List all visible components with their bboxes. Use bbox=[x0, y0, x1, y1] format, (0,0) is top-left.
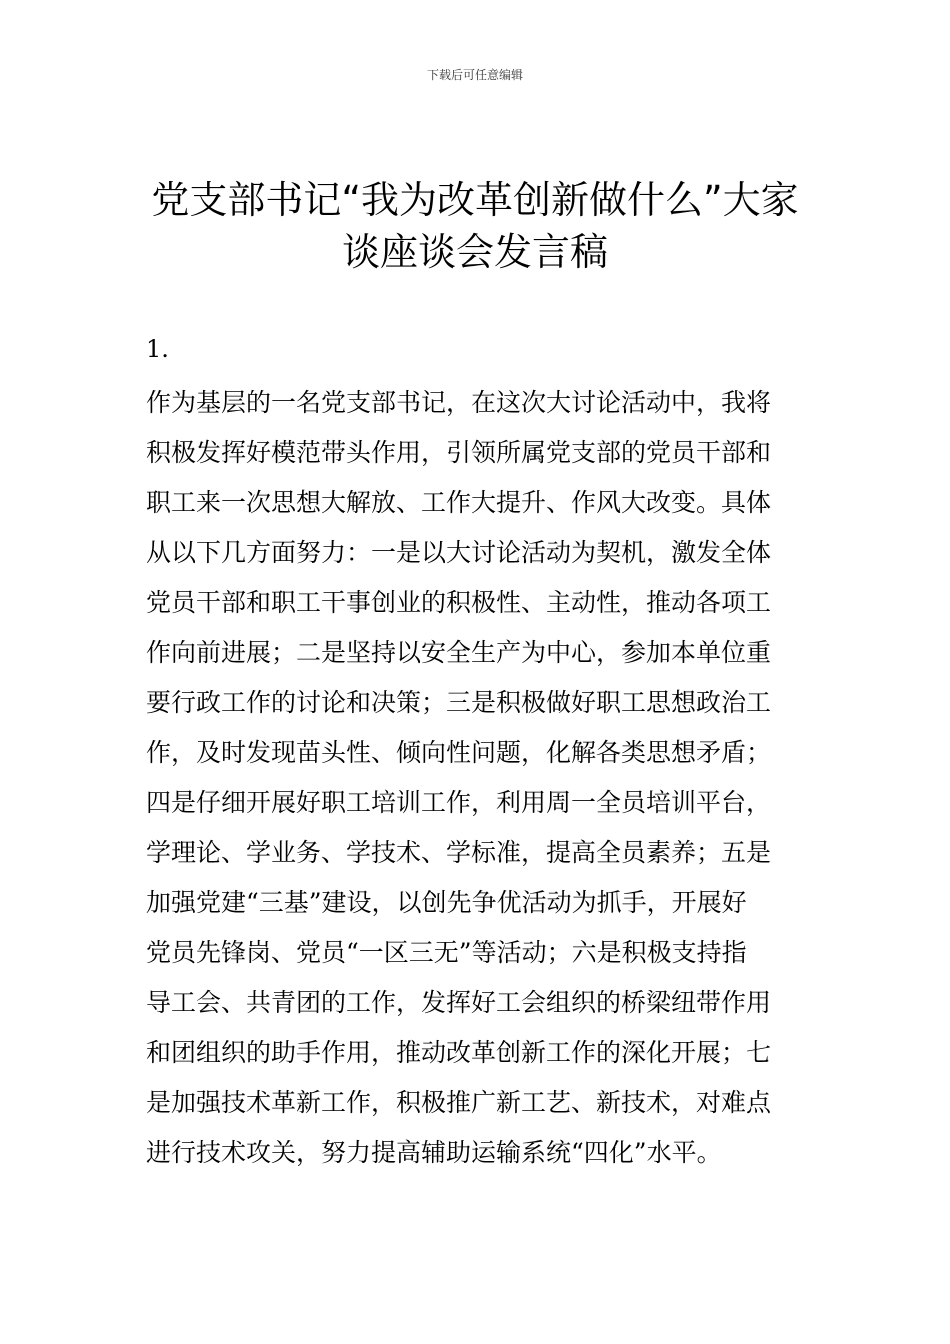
paragraph-line: 党员干部和职工干事创业的积极性、主动性，推动各项工 bbox=[146, 588, 772, 617]
title-line-2: 谈座谈会发言稿 bbox=[341, 230, 608, 274]
body-paragraph bbox=[146, 378, 810, 1178]
section-number: 1. bbox=[146, 335, 169, 363]
paragraph-line: 四是仔细开展好职工培训工作，利用周一全员培训平台， bbox=[146, 788, 772, 817]
paragraph-line: 职工来一次思想大解放、工作大提升、作风大改变。具体 bbox=[146, 488, 772, 517]
paragraph-line: 是加强技术革新工作，积极推广新工艺、新技术，对难点 bbox=[146, 1088, 772, 1117]
paragraph-line: 作，及时发现苗头性、倾向性问题，化解各类思想矛盾； bbox=[146, 738, 772, 767]
paragraph-line: 进行技术攻关，努力提高辅助运输系统“四化”水平。 bbox=[146, 1138, 722, 1167]
paragraph-line: 加强党建“三基”建设，以创先争优活动为抓手，开展好 bbox=[146, 888, 747, 917]
paragraph-line: 党员先锋岗、党员“一区三无”等活动；六是积极支持指 bbox=[146, 938, 747, 967]
paragraph-line: 和团组织的助手作用，推动改革创新工作的深化开展；七 bbox=[146, 1038, 772, 1067]
header-note: 下载后可任意编辑 bbox=[426, 68, 523, 82]
paragraph-line: 作向前进展；二是坚持以安全生产为中心，参加本单位重 bbox=[146, 638, 772, 667]
paragraph-line: 积极发挥好模范带头作用，引领所属党支部的党员干部和 bbox=[146, 438, 772, 467]
paragraph-line: 从以下几方面努力：一是以大讨论活动为契机，激发全体 bbox=[146, 538, 772, 567]
paragraph-line: 要行政工作的讨论和决策；三是积极做好职工思想政治工 bbox=[146, 688, 772, 717]
paragraph-line: 作为基层的一名党支部书记，在这次大讨论活动中，我将 bbox=[146, 388, 772, 417]
page-title bbox=[0, 174, 950, 278]
paragraph-line: 学理论、学业务、学技术、学标准，提高全员素养；五是 bbox=[146, 838, 772, 867]
paragraph-line: 导工会、共青团的工作，发挥好工会组织的桥梁纽带作用 bbox=[146, 988, 772, 1017]
title-line-1: 党支部书记“我为改革创新做什么”大家 bbox=[151, 178, 799, 222]
